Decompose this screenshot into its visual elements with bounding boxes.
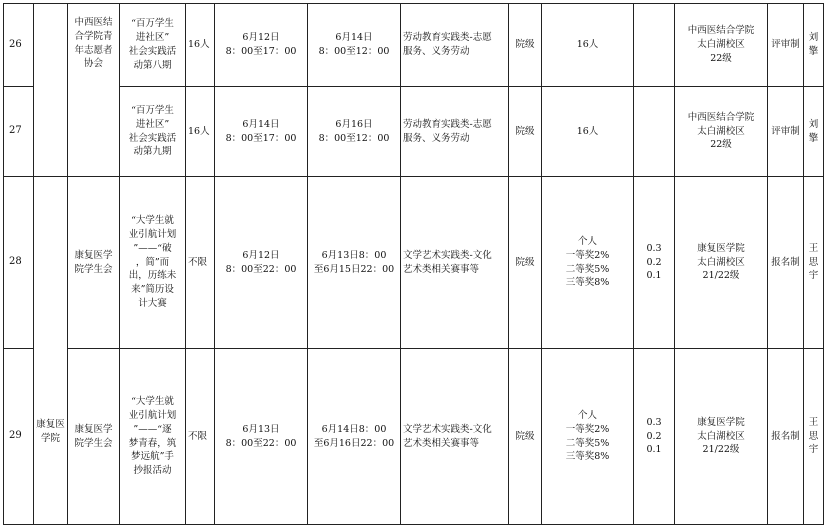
people-count-cell: 16人: [186, 87, 215, 177]
scope-cell: 康复医学院 太白湖校区 21/22级: [675, 177, 768, 349]
category-cell: 文学艺术实践类-文化 艺术类相关赛事等: [401, 349, 509, 525]
activity-table: [3, 3, 824, 525]
row-number: 27: [4, 87, 34, 177]
contact-cell: 王思 宇: [804, 177, 824, 349]
scope-cell: 中西医结合学院 太白湖校区 22级: [675, 4, 768, 87]
activity-name-cell: “百万学生 进社区” 社会实践活 动第八期: [120, 4, 186, 87]
scope-cell: 中西医结合学院 太白湖校区 22级: [675, 87, 768, 177]
signup-time-cell: 6月12日 8：00至22：00: [215, 177, 308, 349]
method-cell: 报名制: [768, 177, 804, 349]
level-cell: 院级: [509, 177, 542, 349]
contact-cell: 王思 宇: [804, 349, 824, 525]
row-number: 26: [4, 4, 34, 87]
level-cell: 院级: [509, 4, 542, 87]
signup-time-cell: 6月14日 8：00至17：00: [215, 87, 308, 177]
level-cell: 院级: [509, 349, 542, 525]
category-cell: 文学艺术实践类-文化 艺术类相关赛事等: [401, 177, 509, 349]
contact-cell: 刘擎: [804, 87, 824, 177]
table-row: [4, 349, 824, 525]
signup-time-cell: 6月13日 8：00至22：00: [215, 349, 308, 525]
people-count-cell: 16人: [186, 4, 215, 87]
awards-cell: 16人: [542, 4, 634, 87]
table-row: [4, 4, 824, 87]
method-cell: 评审制: [768, 4, 804, 87]
table-row: [4, 87, 824, 177]
credits-cell: [634, 87, 675, 177]
category-cell: 劳动教育实践类-志愿 服务、义务劳动: [401, 4, 509, 87]
activity-name-cell: “大学生就 业引航计划 ”——“破 ，简”而 出，历练未 来”简历设 计大赛: [120, 177, 186, 349]
method-cell: 评审制: [768, 87, 804, 177]
method-cell: 报名制: [768, 349, 804, 525]
organizer-cell: 康复医学 院学生会: [68, 177, 120, 349]
organizer-cell: 中西医结 合学院青 年志愿者 协会: [68, 4, 120, 177]
activity-name-cell: “百万学生 进社区” 社会实践活 动第九期: [120, 87, 186, 177]
row-number: 28: [4, 177, 34, 349]
credits-cell: 0.3 0.2 0.1: [634, 349, 675, 525]
activity-time-cell: 6月13日8：00 至6月15日22：00: [308, 177, 401, 349]
activity-name-cell: “大学生就 业引航计划 ”——“逐 梦青春，筑 梦远航”手 抄报活动: [120, 349, 186, 525]
level-cell: 院级: [509, 87, 542, 177]
table-row: [4, 177, 824, 349]
contact-cell: 刘擎: [804, 4, 824, 87]
activity-time-cell: 6月14日 8：00至12：00: [308, 4, 401, 87]
credits-cell: 0.3 0.2 0.1: [634, 177, 675, 349]
awards-cell: 个人 一等奖2% 二等奖5% 三等奖8%: [542, 349, 634, 525]
awards-cell: 16人: [542, 87, 634, 177]
people-count-cell: 不限: [186, 177, 215, 349]
scope-cell: 康复医学院 太白湖校区 21/22级: [675, 349, 768, 525]
organizer-cell: 康复医学 院学生会: [68, 349, 120, 525]
category-cell: 劳动教育实践类-志愿 服务、义务劳动: [401, 87, 509, 177]
activity-time-cell: 6月14日8：00 至6月16日22：00: [308, 349, 401, 525]
row-number: 29: [4, 349, 34, 525]
awards-cell: 个人 一等奖2% 二等奖5% 三等奖8%: [542, 177, 634, 349]
credits-cell: [634, 4, 675, 87]
signup-time-cell: 6月12日 8：00至17：00: [215, 4, 308, 87]
activity-time-cell: 6月16日 8：00至12：00: [308, 87, 401, 177]
people-count-cell: 不限: [186, 349, 215, 525]
department-cell: 康复医 学院: [34, 177, 68, 525]
department-cell: [34, 4, 68, 177]
